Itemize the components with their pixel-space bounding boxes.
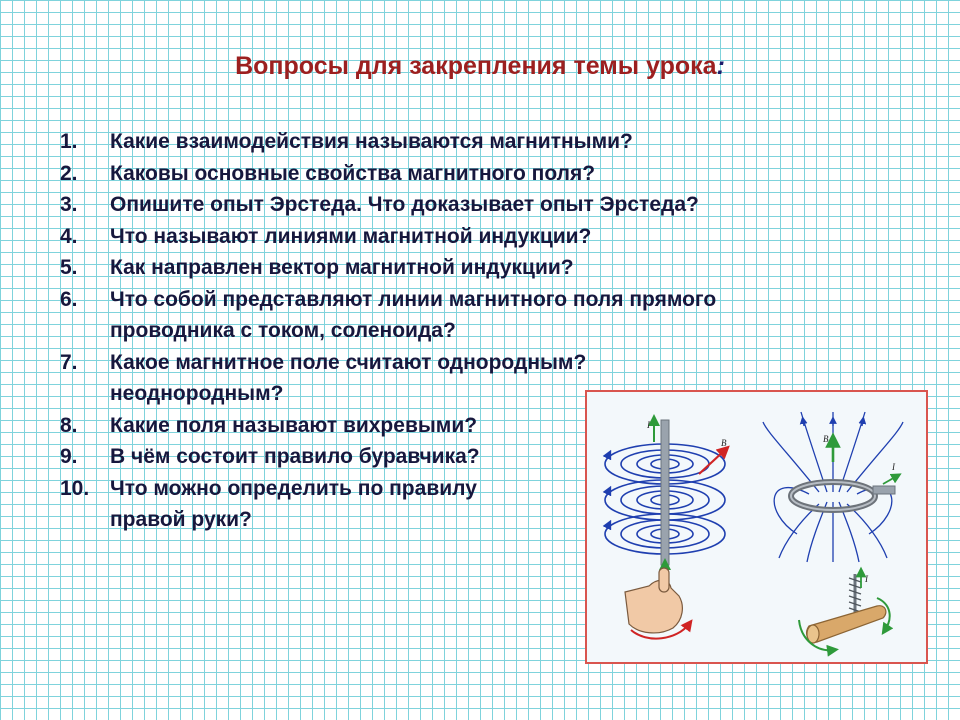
- question-text-line: Что называют линиями магнитной индукции?: [110, 224, 592, 248]
- label-current-loop: I: [892, 462, 895, 472]
- question-text-line: правой руки?: [110, 508, 252, 531]
- question-number: 8.: [60, 413, 78, 437]
- label-vector-b-loop: B: [823, 434, 829, 444]
- question-text-line: В чём состоит правило буравчика?: [110, 445, 480, 468]
- question-text-line: проводника с током, соленоида?: [110, 319, 456, 342]
- question-item: [60, 126, 716, 158]
- question-text-line: Каковы основные свойства магнитного поля?: [110, 161, 596, 185]
- question-number: 4.: [60, 224, 78, 248]
- question-item: [60, 284, 716, 347]
- figure-illustration: [587, 392, 926, 662]
- question-number: 10.: [60, 476, 90, 500]
- slide-title: [0, 52, 960, 81]
- question-number: 2.: [60, 161, 78, 185]
- question-text-line: Что собой представляют линии магнитного поля прямого: [110, 287, 717, 311]
- question-number: 6.: [60, 287, 78, 311]
- label-current-wire: I: [647, 420, 650, 430]
- question-number: 3.: [60, 193, 78, 216]
- label-vector-b-wire: B: [721, 438, 727, 448]
- question-item: [60, 221, 716, 253]
- question-text-line: неоднородным?: [110, 382, 284, 405]
- straight-wire-field: [605, 420, 727, 565]
- question-text-line: Опишите опыт Эрстеда. Что доказывает опыт Эрстеда?: [110, 193, 699, 216]
- question-text-line: Какие взаимодействия называются магнитными?: [110, 130, 633, 153]
- current-loop-field: [763, 412, 903, 562]
- gimlet-screw-icon: [799, 572, 890, 650]
- label-current-screw: I: [865, 574, 868, 584]
- question-number: 9.: [60, 445, 78, 468]
- hand-icon: [625, 564, 689, 639]
- question-number: 7.: [60, 350, 78, 374]
- question-number: 5.: [60, 256, 78, 279]
- question-item: [60, 158, 716, 190]
- question-text-line: Какое магнитное поле считают однородным?: [110, 350, 587, 374]
- question-item: [60, 189, 716, 221]
- question-text-line: Как направлен вектор магнитной индукции?: [110, 256, 574, 279]
- question-item: [60, 252, 716, 284]
- title-colon: :: [716, 52, 725, 80]
- question-text-line: Что можно определить по правилу: [110, 476, 477, 500]
- title-text: Вопросы для закрепления темы урока: [235, 52, 717, 80]
- question-number: 1.: [60, 130, 78, 153]
- question-text-line: Какие поля называют вихревыми?: [110, 413, 478, 437]
- magnetic-field-figure: [585, 390, 928, 664]
